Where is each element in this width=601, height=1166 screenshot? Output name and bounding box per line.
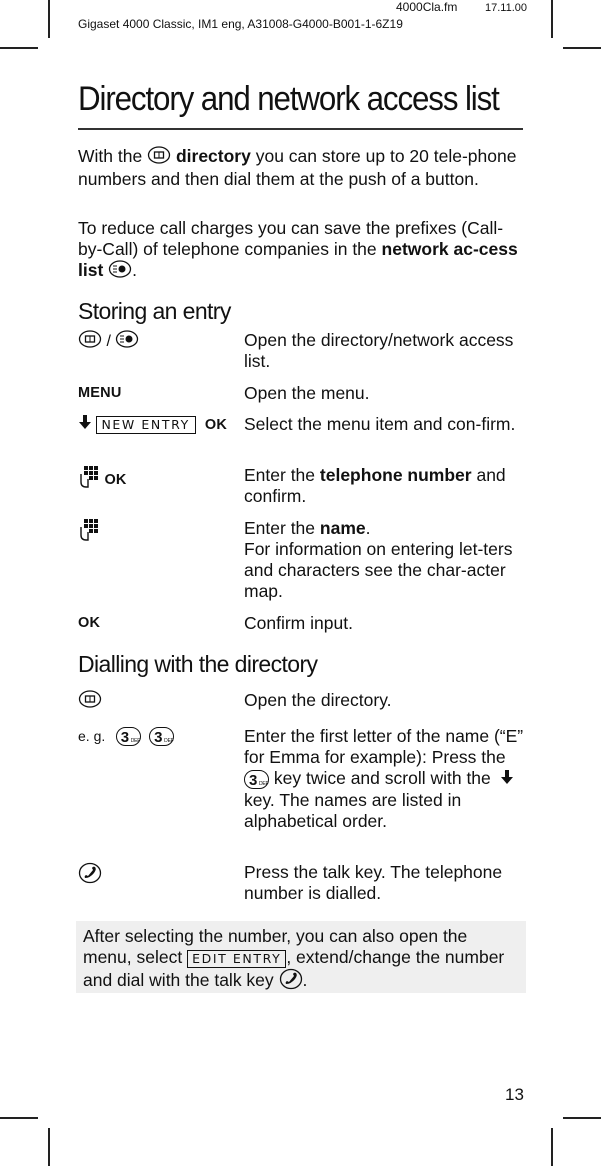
arrow-down-icon bbox=[500, 769, 514, 790]
header-filename: 4000Cla.fm bbox=[396, 0, 458, 14]
directory-icon bbox=[147, 146, 171, 169]
page-number: 13 bbox=[505, 1085, 524, 1104]
storing-step-4-desc: Enter the telephone number and confirm. bbox=[244, 465, 506, 506]
storing-step-2-desc: Open the menu. bbox=[244, 383, 370, 403]
dialling-step-1-keys bbox=[78, 690, 238, 714]
header-date: 17.11.00 bbox=[485, 2, 528, 14]
crop-mark bbox=[48, 1128, 50, 1166]
dialling-step-2-desc: Enter the first letter of the name (“E” for Emma for example): Press the 3 DEF key twice and scroll with the key. The names are listed in alphabetical order. bbox=[244, 726, 524, 831]
dialling-step-3-keys bbox=[78, 862, 238, 890]
ok-softkey: OK bbox=[204, 417, 228, 434]
crop-mark bbox=[551, 1128, 553, 1166]
page-title: Directory and network access list bbox=[78, 80, 499, 118]
key-3-def: 3 DEF bbox=[116, 727, 141, 746]
dialling-step-2-keys bbox=[78, 726, 238, 747]
crop-mark bbox=[0, 47, 38, 49]
key-3-def: 3 DEF bbox=[244, 770, 269, 789]
storing-step-1-desc: Open the directory/network access list. bbox=[244, 330, 514, 371]
section-heading-dialling: Dialling with the directory bbox=[78, 651, 318, 677]
menu-softkey: MENU bbox=[78, 385, 122, 401]
storing-step-5-keys bbox=[78, 518, 238, 548]
storing-step-6-desc: Confirm input. bbox=[244, 613, 353, 633]
directory-icon bbox=[78, 330, 102, 354]
talk-key-icon bbox=[78, 862, 102, 890]
arrow-down-icon bbox=[78, 414, 92, 436]
section-heading-storing: Storing an entry bbox=[78, 298, 231, 324]
intro-paragraph-1: With the directory you can store up to 20 tele-phone numbers and then dial them at the push of a button. bbox=[78, 146, 517, 189]
display-new-entry: NEW ENTRY bbox=[96, 416, 196, 434]
title-rule bbox=[78, 128, 523, 130]
crop-mark bbox=[563, 47, 601, 49]
key-3-def: 3 DEF bbox=[149, 727, 174, 746]
example-label: e. g. bbox=[78, 728, 106, 744]
storing-step-4-keys bbox=[78, 465, 238, 495]
crop-mark bbox=[48, 0, 50, 38]
network-access-icon bbox=[115, 330, 139, 354]
crop-mark bbox=[551, 0, 553, 38]
dialling-step-3-desc: Press the talk key. The telephone number is dialled. bbox=[244, 862, 503, 903]
display-edit-entry: EDIT ENTRY bbox=[187, 950, 286, 968]
intro-paragraph-2: To reduce call charges you can save the prefixes (Call-by-Call) of telephone companies in the network ac-cess list . bbox=[78, 218, 523, 283]
note-box: After selecting the number, you can also open the menu, select EDIT ENTRY , extend/change the number and dial with the talk key . bbox=[76, 921, 526, 993]
crop-mark bbox=[0, 1117, 38, 1119]
storing-step-1-keys: / bbox=[78, 330, 238, 354]
storing-step-5-desc: Enter the name. For information on entering let-ters and characters see the char-acter map. bbox=[244, 518, 513, 601]
header-doc-id: Gigaset 4000 Classic, IM1 eng, A31008-G4000-B001-1-6Z19 bbox=[78, 17, 403, 31]
directory-icon bbox=[78, 690, 102, 714]
ok-softkey: OK bbox=[104, 472, 127, 489]
storing-step-3-desc: Select the menu item and con-firm. bbox=[244, 414, 516, 434]
ok-softkey: OK bbox=[78, 615, 101, 631]
crop-mark bbox=[563, 1117, 601, 1119]
dialling-step-1-desc: Open the directory. bbox=[244, 690, 392, 710]
keypad-icon bbox=[78, 465, 100, 495]
network-access-icon bbox=[108, 260, 132, 283]
talk-key-icon bbox=[279, 968, 303, 995]
storing-step-3-keys bbox=[78, 414, 238, 436]
keypad-icon bbox=[78, 518, 100, 548]
